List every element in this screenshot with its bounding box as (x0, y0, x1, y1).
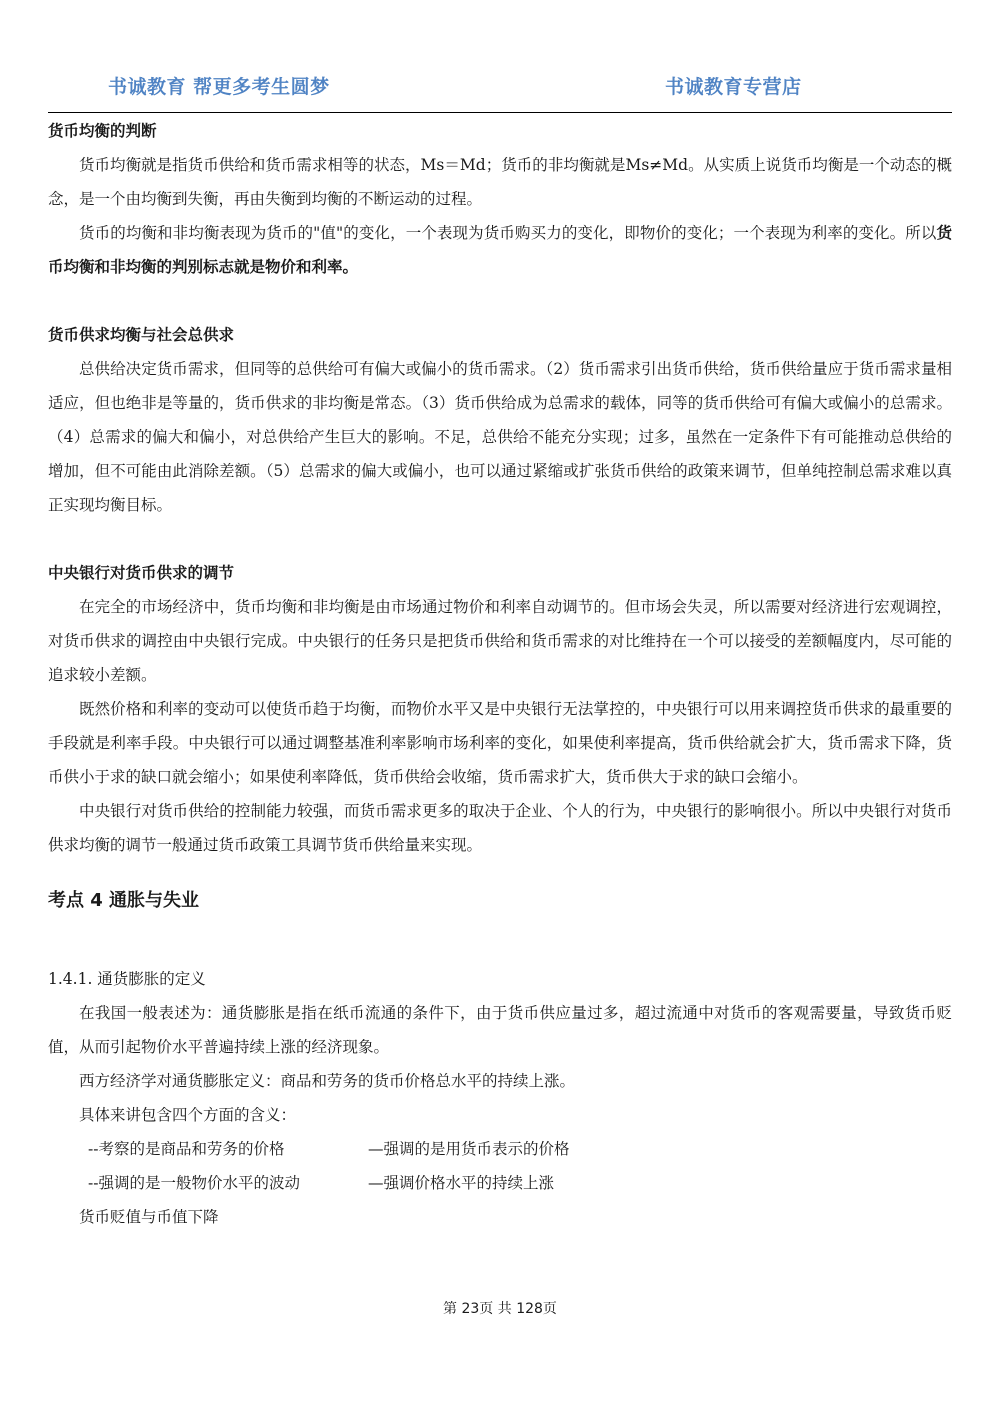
aspect-item: —强调的是用货币表示的价格 (368, 1140, 570, 1158)
paragraph: 货币贬值与币值下降 (79, 1208, 219, 1226)
subsection-title: 1.4.1. 通货膨胀的定义 (48, 970, 206, 988)
paragraph: 既然价格和利率的变动可以使货币趋于均衡，而物价水平又是中央银行无法掌控的，中央银行可以用来调控货币供求的最重要的手段就是利率手段。中央银行可以通过调整基准利率影响市场利率的变化，如果使利率提高，货币供给就会扩大，货币需求下降，货币供小于求的缺口就会缩小；如果使利率降低，货币供给会收缩，货币需求扩大，货币供大于求的缺口会缩小。 (48, 700, 952, 786)
paragraph: 具体来讲包含四个方面的含义： (79, 1106, 297, 1124)
paragraph: 货币均衡就是指货币供给和货币需求相等的状态，Ms＝Md；货币的非均衡就是Ms≠Md。从实质上说货币均衡是一个动态的概念，是一个由均衡到失衡，再由失衡到均衡的不断运动的过程。 (48, 156, 952, 208)
header-store-name: 书诚教育专营店 (665, 76, 802, 98)
aspect-item: —强调价格水平的持续上涨 (368, 1174, 555, 1192)
paragraph: 在我国一般表述为：通货膨胀是指在纸币流通的条件下，由于货币供应量过多，超过流通中对货币的客观需要量，导致货币贬值，从而引起物价水平普遍持续上涨的经济现象。 (48, 1004, 952, 1056)
section-title-money-equilibrium: 货币均衡的判断 (48, 122, 157, 140)
paragraph: 西方经济学对通货膨胀定义：商品和劳务的货币价格总水平的持续上涨。 (79, 1072, 576, 1090)
spacer (48, 862, 952, 884)
header-slogan: 书诚教育 帮更多考生圆梦 (108, 76, 330, 98)
header-divider (48, 112, 952, 113)
section-title-inflation-unemployment: 考点 4 通胀与失业 (48, 890, 200, 911)
section-title-central-bank: 中央银行对货币供求的调节 (48, 564, 235, 582)
spacer (48, 284, 952, 318)
aspects-row (88, 1132, 952, 1166)
aspects-list (48, 1132, 952, 1200)
aspects-row (88, 1166, 952, 1200)
emphasis-text: 货币均衡和非均衡的判别标志就是物价和利率。 (48, 224, 952, 276)
spacer (48, 940, 952, 962)
paragraph-text: 货币的均衡和非均衡表现为货币的"值"的变化，一个表现为货币购买力的变化，即物价的变化；一个表现为利率的变化。所以 (79, 224, 937, 242)
page-header (48, 72, 952, 112)
paragraph (48, 216, 952, 284)
section-title-supply-demand: 货币供求均衡与社会总供求 (48, 326, 235, 344)
spacer (48, 918, 952, 940)
spacer (48, 522, 952, 556)
aspect-item: --考察的是商品和劳务的价格 (88, 1140, 285, 1158)
paragraph: 总供给决定货币需求，但同等的总供给可有偏大或偏小的货币需求。（2）货币需求引出货币供给，货币供给量应于货币需求量相适应，但也绝非是等量的，货币供求的非均衡是常态。（3）货币供给成为总需求的载体，同等的货币供给可有偏大或偏小的总需求。（4）总需求的偏大和偏小，对总供给产生巨大的影响。不足，总供给不能充分实现；过多，虽然在一定条件下有可能推动总供给的增加，但不可能由此消除差额。（5）总需求的偏大或偏小，也可以通过紧缩或扩张货币供给的政策来调节，但单纯控制总需求难以真正实现均衡目标。 (48, 360, 952, 514)
document-body (48, 114, 952, 1234)
page-number: 第 23页 共 128页 (443, 1301, 557, 1317)
paragraph: 中央银行对货币供给的控制能力较强，而货币需求更多的取决于企业、个人的行为，中央银行的影响很小。所以中央银行对货币供求均衡的调节一般通过货币政策工具调节货币供给量来实现。 (48, 802, 952, 854)
paragraph: 在完全的市场经济中，货币均衡和非均衡是由市场通过物价和利率自动调节的。但市场会失灵，所以需要对经济进行宏观调控，对货币供求的调控由中央银行完成。中央银行的任务只是把货币供给和货币需求的对比维持在一个可以接受的差额幅度内，尽可能的追求较小差额。 (48, 598, 952, 684)
aspect-item: --强调的是一般物价水平的波动 (88, 1174, 300, 1192)
